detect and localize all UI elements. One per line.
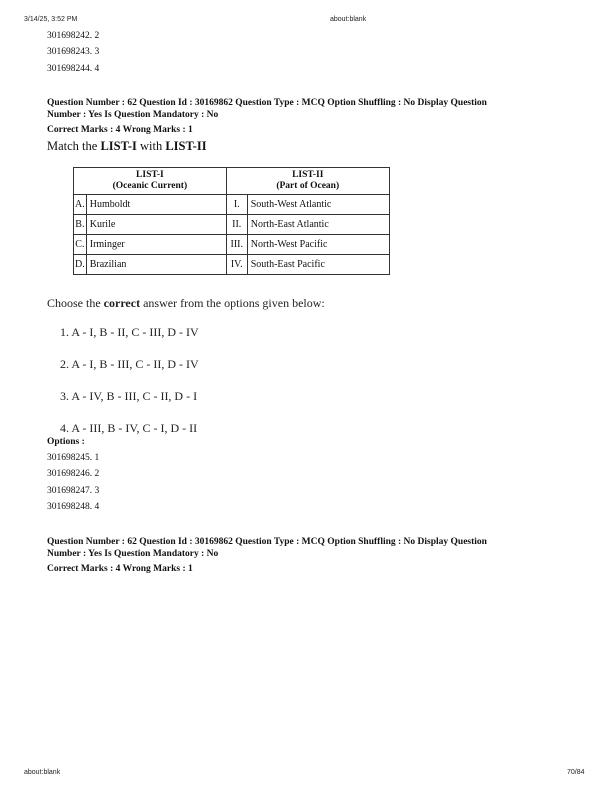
prev-option-id: 301698242. 2 bbox=[47, 31, 100, 41]
prompt-prefix: Match the bbox=[47, 139, 101, 153]
table-row bbox=[74, 195, 390, 215]
table-row bbox=[74, 235, 390, 255]
list1-key: A. bbox=[74, 195, 87, 215]
list2-value: North-East Atlantic bbox=[247, 215, 389, 235]
list2-subheader: (Part of Ocean) bbox=[276, 181, 340, 191]
list2-header: LIST-II bbox=[292, 170, 324, 180]
list1-key: B. bbox=[74, 215, 87, 235]
question-prompt bbox=[47, 139, 207, 154]
list2-value: South-East Pacific bbox=[247, 255, 389, 275]
list1-key: D. bbox=[74, 255, 87, 275]
prompt-list1: LIST-I bbox=[100, 139, 137, 153]
list1-value: Kurile bbox=[86, 215, 226, 235]
list2-header-cell bbox=[226, 168, 389, 195]
option-id: 301698246. 2 bbox=[47, 469, 100, 479]
list2-key: II. bbox=[226, 215, 247, 235]
option-id: 301698248. 4 bbox=[47, 502, 100, 512]
print-datetime: 3/14/25, 3:52 PM bbox=[24, 16, 78, 23]
print-url-bottom: about:blank bbox=[24, 769, 61, 776]
next-question-marks: Correct Marks : 4 Wrong Marks : 1 bbox=[47, 564, 193, 574]
list1-value: Irminger bbox=[86, 235, 226, 255]
option-id: 301698247. 3 bbox=[47, 486, 100, 496]
answer-option-2: 2. A - I, B - III, C - II, D - IV bbox=[60, 357, 199, 371]
list2-key: III. bbox=[226, 235, 247, 255]
options-label: Options : bbox=[47, 437, 85, 447]
table-header-row bbox=[74, 168, 390, 195]
prompt-with: with bbox=[136, 139, 166, 153]
page-number: 70/84 bbox=[567, 769, 585, 776]
choose-prefix: Choose the bbox=[47, 296, 104, 310]
answer-option-3: 3. A - IV, B - III, C - II, D - I bbox=[60, 389, 198, 403]
answer-option-1: 1. A - I, B - II, C - III, D - IV bbox=[60, 325, 199, 339]
list2-key: I. bbox=[226, 195, 247, 215]
question-marks: Correct Marks : 4 Wrong Marks : 1 bbox=[47, 125, 193, 135]
choose-bold: correct bbox=[103, 296, 141, 310]
list1-value: Humboldt bbox=[86, 195, 226, 215]
prev-option-id: 301698244. 4 bbox=[47, 64, 100, 74]
table-row bbox=[74, 215, 390, 235]
next-question-meta-line2: Number : Yes Is Question Mandatory : No bbox=[47, 549, 219, 559]
question-meta-line1: Question Number : 62 Question Id : 30169862 Question Type : MCQ Option Shuffling : No Display Question bbox=[47, 98, 487, 108]
list1-subheader: (Oceanic Current) bbox=[112, 181, 188, 191]
list1-header-cell bbox=[74, 168, 227, 195]
choose-suffix: answer from the options given below: bbox=[140, 296, 325, 310]
list1-value: Brazilian bbox=[86, 255, 226, 275]
table-row bbox=[74, 255, 390, 275]
next-question-meta-line1: Question Number : 62 Question Id : 30169862 Question Type : MCQ Option Shuffling : No Display Question bbox=[47, 537, 487, 547]
option-id: 301698245. 1 bbox=[47, 453, 100, 463]
print-url-top: about:blank bbox=[330, 16, 367, 23]
list2-value: North-West Pacific bbox=[247, 235, 389, 255]
prev-option-id: 301698243. 3 bbox=[47, 47, 100, 57]
prompt-list2: LIST-II bbox=[165, 139, 207, 153]
list1-header: LIST-I bbox=[136, 170, 164, 180]
match-table bbox=[73, 167, 390, 275]
question-meta-line2: Number : Yes Is Question Mandatory : No bbox=[47, 110, 219, 120]
answer-option-4: 4. A - III, B - IV, C - I, D - II bbox=[60, 421, 198, 435]
list1-key: C. bbox=[74, 235, 87, 255]
list2-value: South-West Atlantic bbox=[247, 195, 389, 215]
choose-instruction bbox=[47, 296, 325, 311]
list2-key: IV. bbox=[226, 255, 247, 275]
